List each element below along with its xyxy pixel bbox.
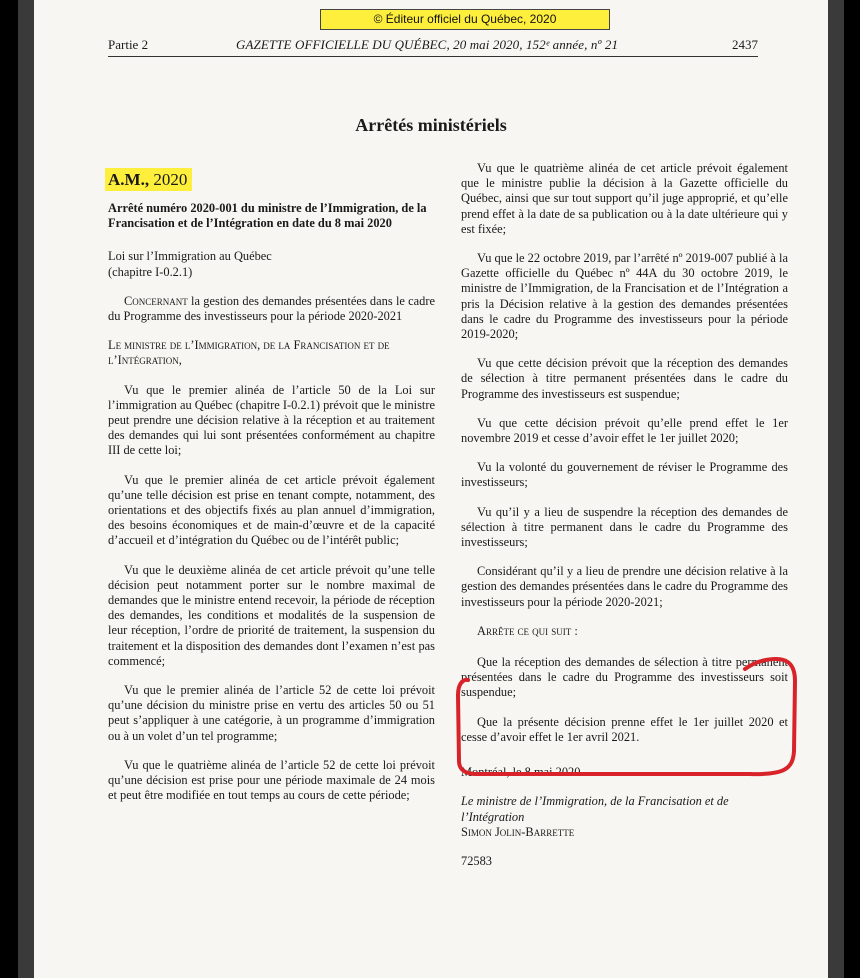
left-column [108,168,435,818]
law-name: Loi sur l’Immigration au Québec [108,249,272,264]
place-date: Montréal, le 8 mai 2020 [461,765,581,780]
gazette-page [18,0,844,978]
header-publication: GAZETTE OFFICIELLE DU QUÉBEC, 20 mai 2020, 152ᵉ année, nº 21 [236,37,619,52]
left-paragraph-3: Vu que le deuxième alinéa de cet article prévoit qu’une telle décision peut notamment porter sur le nombre maximal de demandes que le ministre entend recevoir, la période de réception des demandes, les conditions et modalités de la suspension de leur réception, l’ordre de priorité de traitement, la suspension du traitement et la disposition des demandes dont l’examen n’est pas commencé; [108,562,435,668]
law-reference [108,249,435,279]
signature-title: Le ministre de l’Immigration, de la Francisation et de l’Intégration [461,794,729,824]
am-highlight [105,168,192,191]
decision-2: Que la présente décision prenne effet le 1er juillet 2020 et cesse d’avoir effet le 1er avril 2021. [461,714,788,744]
header-page-number: 2437 [732,37,758,52]
signature-name: Simon Jolin-Barrette [461,824,575,839]
left-paragraph-5: Vu que le quatrième alinéa de l’article 52 de cette loi prévoit qu’une décision est prise pour une période maximale de 24 mois et peut être modifiée en tout temps au cours de cette période; [108,757,435,803]
left-paragraph-1: Vu que le premier alinéa de l’article 50 de la Loi sur l’immigration au Québec (chapitre I-0.2.1) prévoit que le ministre peut prendre une décision relative à la réception et au traitement des demandes qui lui sont présentées conformément au chapitre III de cette loi; [108,382,435,458]
decision-1: Que la réception des demandes de sélection à titre permanent présentées dans le cadre du Programme des investisseurs soit suspendue; [461,655,788,700]
concernant-lead: Concernant [124,293,188,308]
right-paragraph-1: Vu que le quatrième alinéa de cet article prévoit également que le ministre publie la décision à la Gazette officielle du Québec, ainsi que sur tout support qu’il juge approprié, et qu’elle prend effet à la date de sa publication ou à la date ultérieure qui y est fixée; [461,161,788,236]
header-rule [108,56,758,57]
document-number: 72583 [461,853,492,868]
left-paragraph-4: Vu que le premier alinéa de l’article 52 de cette loi prévoit qu’une décision du ministre prise en vertu des articles 50 ou 51 peut s’appliquer à une catégorie, à un programme d’immigration ou à un volet d’un tel programme; [108,683,435,743]
concernant-text: la gestion des demandes présentées dans le cadre du Programme des investisseurs pour la période 2020-2021 [108,293,435,324]
am-label: A.M., [108,170,150,189]
copyright-banner: © Éditeur officiel du Québec, 2020 [320,9,610,30]
page-title: Arrêtés ministériels [355,115,507,135]
right-paragraph-7: Considérant qu’il y a lieu de prendre une décision relative à la gestion des demandes présentées dans le cadre du Programme des investisseurs pour la période 2020-2021; [461,564,788,609]
right-paragraph-4: Vu que cette décision prévoit qu’elle prend effet le 1er novembre 2019 et cesse d’avoir effet le 1er juillet 2020; [461,415,788,446]
order-heading: Arrêté numéro 2020-001 du ministre de l’Immigration, de la Francisation et de l’Intégration en date du 8 mai 2020 [108,201,427,231]
right-bezel [828,0,844,978]
right-paragraph-5: Vu la volonté du gouvernement de réviser le Programme des investisseurs; [461,460,788,490]
header-part: Partie 2 [108,37,149,52]
am-year: 2020 [153,170,188,189]
right-paragraph-3: Vu que cette décision prévoit que la réception des demandes de sélection à titre permanent présentées dans le cadre du Programme des investisseurs est suspendue; [461,356,788,401]
law-chapter: (chapitre I-0.2.1) [108,264,193,279]
left-bezel [18,0,34,978]
minister-line: Le ministre de l’Immigration, de la Francisation et de l’Intégration, [108,338,390,368]
right-paragraph-6: Vu qu’il y a lieu de suspendre la réception des demandes de sélection à titre permanent dans le cadre du Programme des investisseurs; [461,504,788,550]
right-column [461,161,788,883]
arrete-line: Arrête ce qui suit : [477,623,578,638]
right-paragraph-2: Vu que le 22 octobre 2019, par l’arrêté nº 2019-007 publié à la Gazette officielle du Québec nº 44A du 30 octobre 2019, le ministre de l’Immigration, de la Francisation et de l’Intégration a pris la Décision relative à la gestion des demandes présentées dans le cadre du Programme des investisseurs pour la période 2019-2020; [461,251,788,342]
concernant-paragraph [108,294,435,324]
left-paragraph-2: Vu que le premier alinéa de cet article prévoit également qu’une telle décision est prise en tenant compte, notamment, des orientations et des objectifs fixés au plan annuel d’immigration, des besoins économiques et de main-d’œuvre et de la capacité d’accueil et d’intégration du Québec ou de l’intérêt public; [108,472,435,548]
